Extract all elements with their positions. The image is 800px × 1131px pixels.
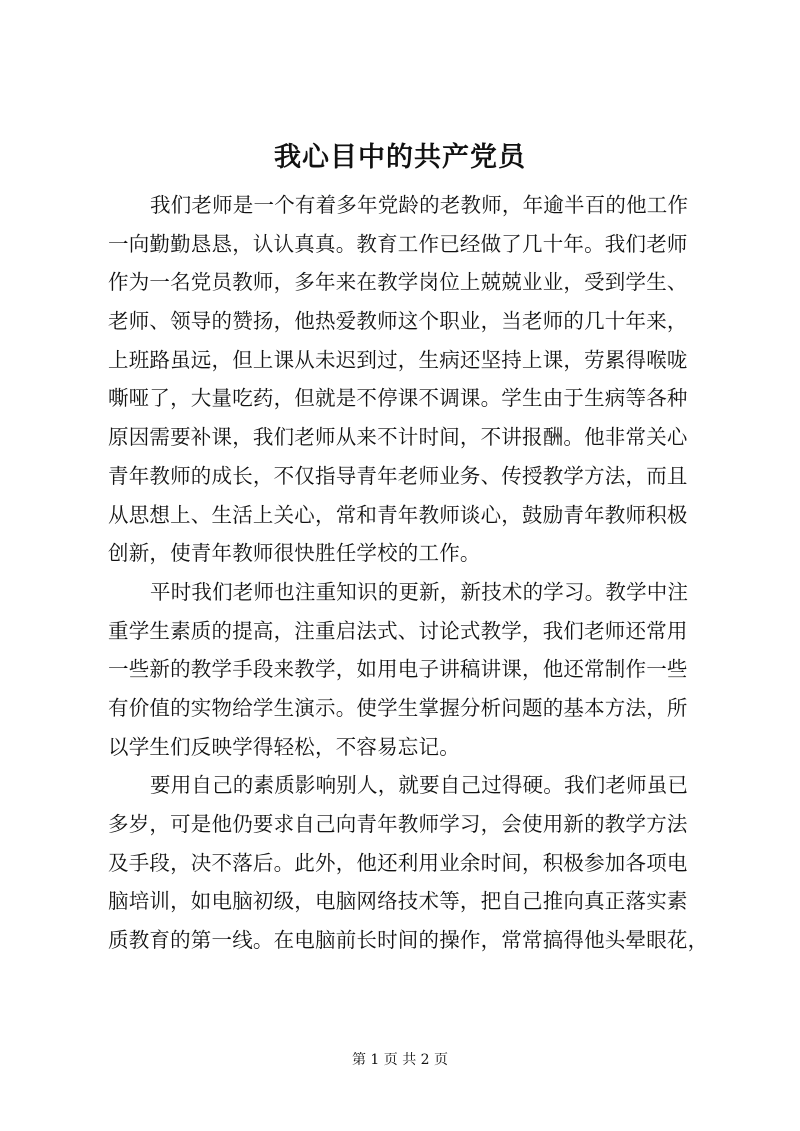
document-title: 我心目中的共产党员 <box>274 142 526 173</box>
document-body <box>108 186 708 960</box>
paragraph-2-line-4: 有价值的实物给学生演示。使学生掌握分析问题的基本方法，所 <box>108 695 688 720</box>
paragraph-1-line-4: 老师、领导的赞扬，他热爱教师这个职业，当老师的几十年来， <box>108 309 688 334</box>
paragraph-2-line-2: 重学生素质的提高，注重启法式、讨论式教学，我们老师还常用 <box>108 618 688 643</box>
paragraph-2-line-1: 平时我们老师也注重知识的更新，新技术的学习。教学中注 <box>150 579 689 604</box>
paragraph-3-line-3: 及手段，决不落后。此外，他还利用业余时间，积极参加各项电 <box>108 850 688 875</box>
paragraph-3-line-5: 质教育的第一线。在电脑前长时间的操作，常常搞得他头晕眼花， <box>108 928 708 953</box>
paragraph-1-line-9: 从思想上、生活上关心，常和青年教师谈心，鼓励青年教师积极 <box>108 502 688 527</box>
paragraph-1-line-6: 嘶哑了，大量吃药，但就是不停课不调课。学生由于生病等各种 <box>108 386 688 411</box>
paragraph-1-line-2: 一向勤勤恳恳，认认真真。教育工作已经做了几十年。我们老师 <box>108 231 688 256</box>
paragraph-3-line-2: 多岁，可是他仍要求自己向青年教师学习，会使用新的教学方法 <box>108 812 688 836</box>
paragraph-1-line-8: 青年教师的成长，不仅指导青年老师业务、传授教学方法，而且 <box>108 463 688 488</box>
paragraph-2-line-5: 以学生们反映学得轻松，不容易忘记。 <box>108 734 460 759</box>
paragraph-3-line-4: 脑培训，如电脑初级，电脑网络技术等，把自己推向真正落实素 <box>108 889 688 914</box>
paragraph-2-line-3: 一些新的教学手段来教学，如用电子讲稿讲课，他还常制作一些 <box>108 657 688 682</box>
page-number-footer: 第 1 页 共 2 页 <box>351 1052 449 1068</box>
paragraph-1-line-7: 原因需要补课，我们老师从来不计时间，不讲报酬。他非常关心 <box>108 425 688 450</box>
paragraph-1-line-10: 创新，使青年教师很快胜任学校的工作。 <box>108 541 481 566</box>
paragraph-1-line-1: 我们老师是一个有着多年党龄的老教师，年逾半百的他工作 <box>150 193 689 217</box>
paragraph-3-line-1: 要用自己的素质影响别人，就要自己过得硬。我们老师虽已 <box>150 773 689 798</box>
paragraph-1-line-3: 作为一名党员教师，多年来在教学岗位上兢兢业业，受到学生、 <box>108 270 688 295</box>
paragraph-1-line-5: 上班路虽远，但上课从未迟到过，生病还坚持上课，劳累得喉咙 <box>108 347 688 372</box>
